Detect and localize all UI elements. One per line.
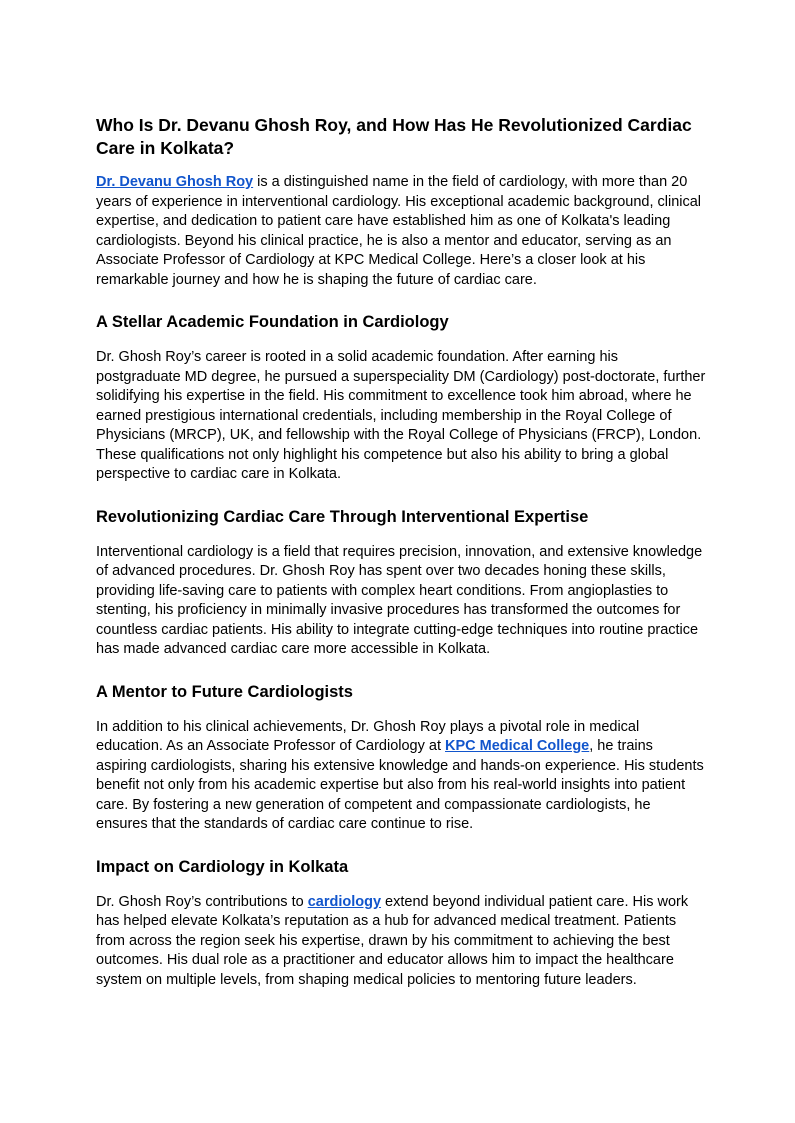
cardiology-link[interactable]: cardiology xyxy=(307,893,382,910)
section-heading-impact: Impact on Cardiology in Kolkata xyxy=(96,857,349,876)
intro-text: is a distinguished name in the field of cardiology, with more than 20 years of experience in interventional cardiology. His exceptional academic background, clinical expertise, and dedication to patient care have established him as one of Kolkata's leading cardiologists. Beyond his clinical practice, he is also a mentor and educator, serving as an Associate Professor of Cardiology at KPC Medical College. Here’s a closer look at his remarkable journey and how he is shaping the future of cardiac care. xyxy=(96,174,702,288)
section-body-interventional: Interventional cardiology is a field that requires precision, innovation, and extensive knowledge of advanced procedures. Dr. Ghosh Roy has spent over two decades honing these skills, providing life-saving care to patients with complex heart conditions. From angioplasties to stenting, his proficiency in minimally invasive procedures has transformed the outcomes for countless cardiac patients. His ability to integrate cutting-edge techniques into routine practice has made advanced cardiac care more accessible in Kolkata. xyxy=(96,543,703,657)
doctor-name-link[interactable]: Dr. Devanu Ghosh Roy xyxy=(96,174,254,190)
section-body-impact xyxy=(96,893,706,991)
section-body-mentor xyxy=(96,718,706,835)
kpc-medical-college-link[interactable]: KPC Medical College xyxy=(445,738,590,754)
section-body-academic: Dr. Ghosh Roy’s career is rooted in a solid academic foundation. After earning his postgraduate MD degree, he pursued a superspeciality DM (Cardiology) post-doctorate, further solidifying his expertise in the field. His commitment to excellence took him abroad, where he earned prestigious international credentials, including membership in the Royal College of Physicians (MRCP), UK, and fellowship with the Royal College of Physicians (FRCP), London. These qualifications not only highlight his competence but also his ability to bring a global perspective to cardiac care in Kolkata. xyxy=(96,349,706,482)
document-page xyxy=(96,114,706,1011)
section-heading-mentor: A Mentor to Future Cardiologists xyxy=(96,682,353,701)
mentor-text-before: In addition to his clinical achievements, Dr. Ghosh Roy plays a pivotal role in medical education. As an Associate Professor of Cardiology at xyxy=(96,718,640,754)
impact-text-after: extend beyond individual patient care. His work has helped elevate Kolkata’s reputation as a hub for advanced medical treatment. Patients from across the region seek his expertise, drawn by his commitment to achieving the best outcomes. His dual role as a practitioner and educator allows him to impact the healthcare system on multiple levels, from shaping medical policies to mentoring future leaders. xyxy=(96,893,689,988)
impact-text-before: Dr. Ghosh Roy’s contributions to xyxy=(96,893,308,910)
section-heading-academic: A Stellar Academic Foundation in Cardiology xyxy=(96,313,449,331)
mentor-text-after: , he trains aspiring cardiologists, sharing his extensive knowledge and hands-on experience. His students benefit not only from his academic expertise but also from his real-world insights into patient care. By fostering a new generation of competent and compassionate cardiologists, he ensures that the standards of cardiac care continue to rise. xyxy=(96,738,704,832)
intro-paragraph xyxy=(96,173,706,290)
article-title: Who Is Dr. Devanu Ghosh Roy, and How Has He Revolutionized Cardiac Care in Kolkata? xyxy=(96,115,692,158)
section-heading-interventional: Revolutionizing Cardiac Care Through Interventional Expertise xyxy=(96,507,589,526)
